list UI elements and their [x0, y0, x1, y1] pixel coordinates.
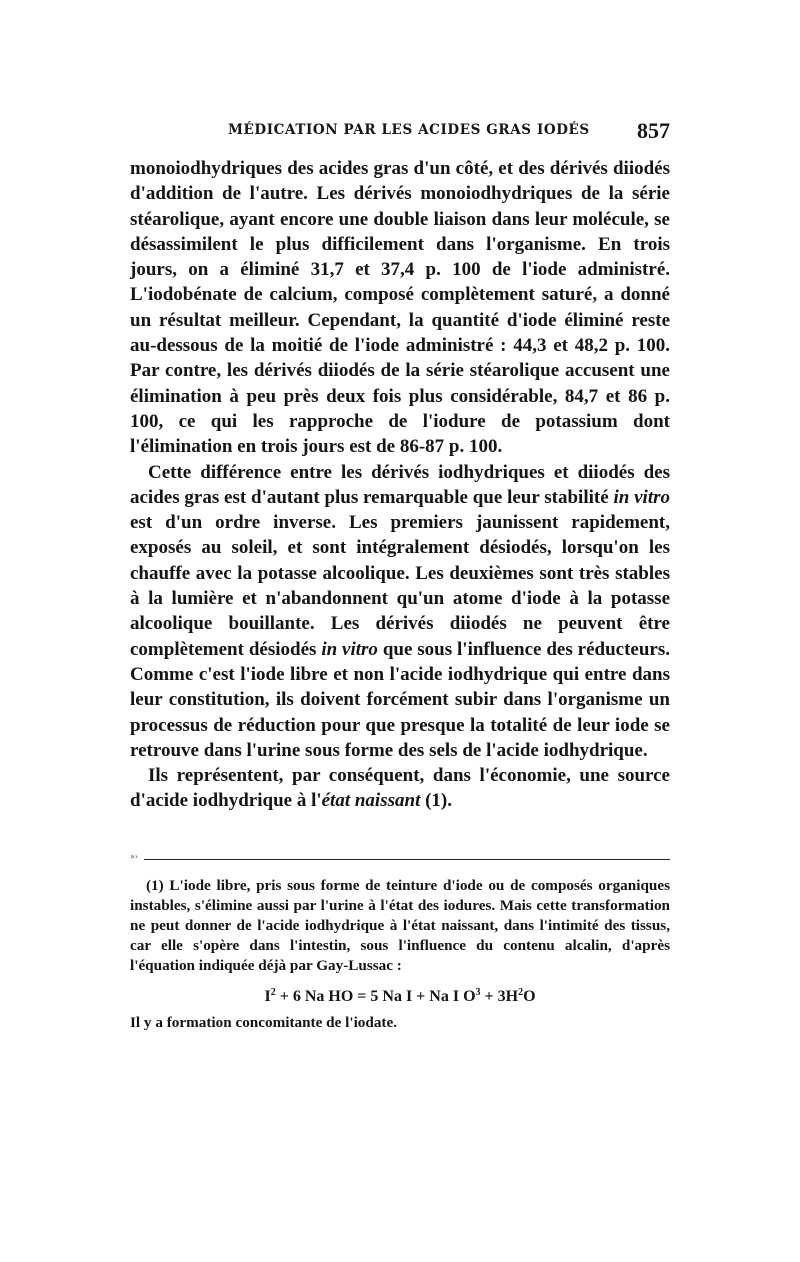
footnote-text: (1) L'iode libre, pris sous forme de teinture d'iode ou de composés organiques instables, s'élimine aussi par l'urine à l'état des iodures. Mais cette transformation ne peut donner de l'acide iodhydrique à l'état naissant, dans l'intimité des tissus, car elle s'opère dans l'intestin, sous l'influence du contenu alcalin, d'après l'équation indiquée déjà par Gay-Lussac :	[130, 877, 670, 974]
running-title: MÉDICATION PAR LES ACIDES GRAS IODÉS	[228, 122, 590, 138]
running-head	[130, 120, 670, 144]
eq-term-3: + 3H	[480, 988, 519, 1005]
eq-term-4: O	[523, 988, 536, 1005]
body-text	[130, 156, 670, 814]
paragraph-2-text-b: est d'un ordre inverse. Les premiers jaunissent rapidement, exposés au soleil, et sont intégralement désiodés, lorsqu'on les chauffe avec la potasse alcoolique. Les deuxièmes sont très stables à la lumière et n'abandonnent qu'un atome d'iode à la potasse alcoolique bouillante. Les dérivés diiodés ne peuvent être complètement désiodés	[130, 512, 670, 660]
paragraph-3-italic: état naissant	[321, 790, 421, 812]
paragraph-2	[130, 460, 670, 764]
eq-term-2: + 6 Na HO = 5 Na I + Na I O	[275, 988, 476, 1005]
paragraph-2-italic-b: in vitro	[321, 638, 378, 660]
eq-sup-1: 2	[270, 987, 276, 998]
paragraph-3-text-b: (1).	[420, 790, 453, 812]
paragraph-2-text-a: Cette différence entre les dérivés iodhydriques et diiodés des acides gras est d'autant plus remarquable que leur stabilité	[130, 461, 670, 508]
footnote-divider	[144, 859, 670, 860]
page-number: 857	[637, 118, 670, 143]
paragraph-1: monoiodhydriques des acides gras d'un côté, et des dérivés diiodés d'addition de l'autre. Les dérivés monoiodhydriques de la série stéarolique, ayant encore une double liaison dans leur molécule, se désassimilent le plus difficilement dans l'organisme. En trois jours, on a éliminé 31,7 et 37,4 p. 100 de l'iode administré. L'iodobénate de calcium, composé complètement saturé, a donné un résultat meilleur. Cependant, la quantité d'iode éliminé reste au-dessous de la moitié de l'iode administré : 44,3 et 48,2 p. 100. Par contre, les dérivés diiodés de la série stéarolique accusent une élimination à peu près deux fois plus considérable, 84,7 et 86 p. 100, ce qui les rapproche de l'iodure de potassium dont l'élimination en trois jours est de 86-87 p. 100.	[130, 158, 670, 458]
eq-term-1: I	[264, 988, 271, 1005]
printer-mark: »›	[130, 852, 139, 861]
footnote	[130, 876, 670, 976]
eq-sup-2: 3	[475, 987, 481, 998]
paragraph-3	[130, 763, 670, 814]
paragraph-2-text-c: que sous l'influence des réducteurs. Comme c'est l'iode libre et non l'acide iodhydrique qui entre dans leur constitution, ils doivent forcément subir dans l'organisme un processus de réduction pour que presque la totalité de leur iode se retrouve dans l'urine sous forme des sels de l'acide iodhydrique.	[130, 638, 670, 761]
paragraph-2-italic-a: in vitro	[613, 486, 671, 508]
footnote-closing: Il y a formation concomitante de l'iodate.	[130, 1014, 398, 1031]
footnote-rule	[130, 852, 670, 864]
eq-sup-3: 2	[518, 987, 524, 998]
paragraph-3-text-a: Ils représentent, par conséquent, dans l'économie, une source d'acide iodhydrique à l'	[130, 765, 670, 812]
chemical-equation	[130, 987, 670, 1006]
